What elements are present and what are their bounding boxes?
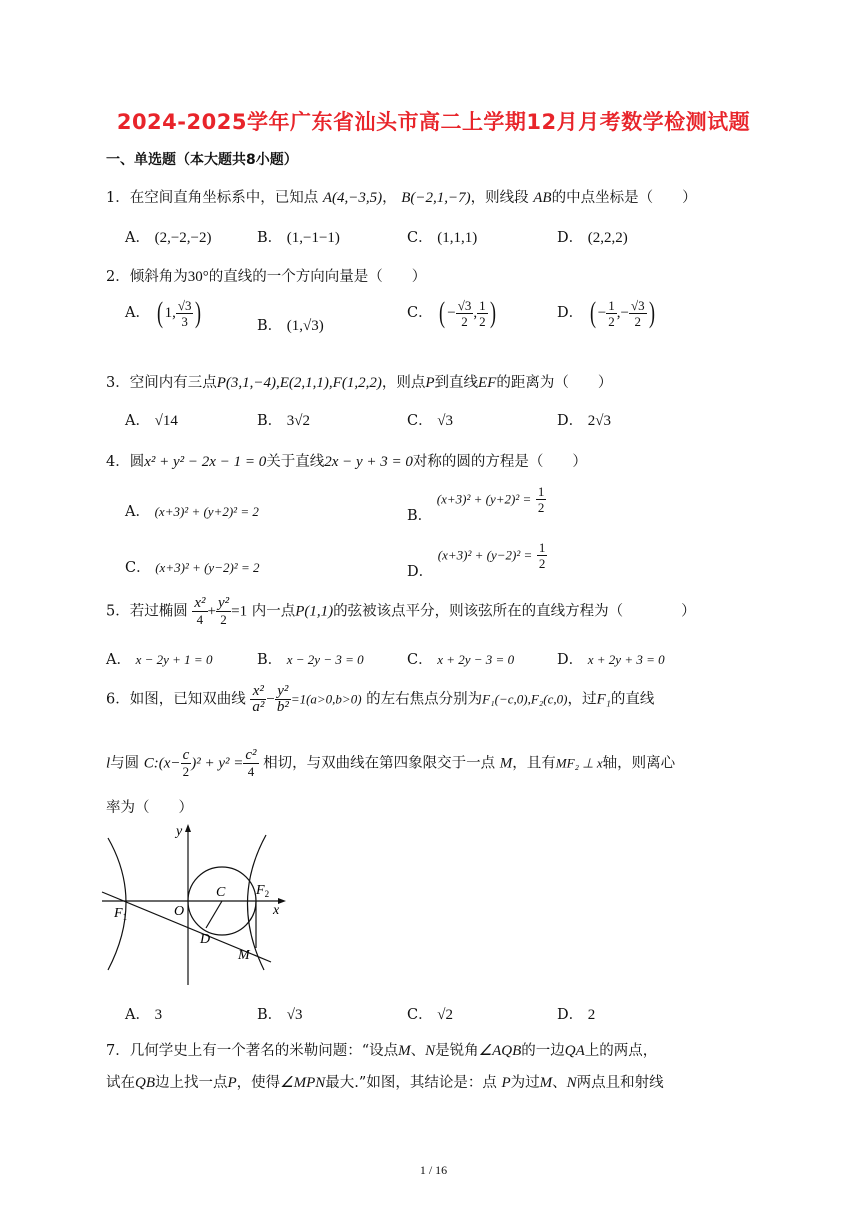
- label-f2: $F_2$: [256, 883, 270, 899]
- q3-option-d: D． 2√3: [557, 413, 611, 429]
- question-6-line-1: 6．如图，已知双曲线 $\frac{\text{x²}}{\text{a²}}$ − $\frac{\text{y²}}{\text{b²}}$ =1(a>0,b>0) 的左右焦点分别为F₁(−c,0),F₂(c,0)，过F₁的直线: [106, 683, 655, 715]
- q3-option-a: A． √14: [125, 413, 178, 429]
- label-f1: $F_1$: [114, 906, 128, 922]
- q2-option-d: D． ( − $\frac{1}{2}$ ,− $\frac{√3}{2}$ ): [557, 296, 655, 329]
- q1-option-a: A． (2,−2,−2): [125, 230, 212, 246]
- q2-option-b: B． (1,√3): [257, 318, 324, 334]
- point-b: B(−2,1,−7): [401, 190, 471, 206]
- q6-option-a: A． 3: [125, 1007, 163, 1023]
- label-c: C: [216, 885, 226, 900]
- segment-cd: [206, 901, 222, 928]
- q1-option-d: D． (2,2,2): [557, 230, 628, 246]
- document-title: 2024-2025学年广东省汕头市高二上学期12月月考数学检测试题: [116, 110, 751, 134]
- section-heading: 一、单选题（本大题共8小题）: [106, 152, 298, 168]
- q2-option-c: C． ( − $\frac{√3}{2}$ , $\frac{1}{2}$ ): [407, 296, 496, 329]
- q4-option-b: B． (x+3)² + (y+2)² = $\frac{1}{2}$: [407, 484, 545, 524]
- label-x: x: [273, 903, 280, 918]
- hyperbola-figure: [96, 820, 296, 990]
- q6-option-b: B． √3: [257, 1007, 303, 1023]
- q6-option-d: D． 2: [557, 1007, 596, 1023]
- q4-option-d: D． (x+3)² + (y−2)² = $\frac{1}{2}$: [407, 540, 546, 580]
- q5-option-a: A． x − 2y + 1 = 0: [106, 652, 213, 668]
- q1-option-c: C． (1,1,1): [407, 230, 478, 246]
- question-3: 3．空间内有三点P(3,1,−4),E(2,1,1),F(1,2,2)，则点P到直线EF的距离为（ ）: [106, 375, 613, 391]
- q2-option-a: A． ( 1, $\frac{√3}{3}$ ): [125, 296, 202, 329]
- q3-option-c: C． √3: [407, 413, 453, 429]
- question-1: 1．在空间直角坐标系中，已知点 A(4,−3,5)， B(−2,1,−7)，则线段 AB的中点坐标是（ ）: [106, 190, 697, 206]
- question-2: 2．倾斜角为30°的直线的一个方向向量是（ ）: [106, 269, 427, 285]
- q1-option-b: B． (1,−1−1): [257, 230, 340, 246]
- question-6-line-2: l与圆 C:(x− $\frac{c}{2}$ )² + y² = $\frac{\text{c²}}{4}$ 相切，与双曲线在第四象限交于一点 M，且有MF₂ ⊥ x轴，则离心: [106, 747, 676, 779]
- question-6-line-3: 率为（ ）: [106, 800, 193, 816]
- label-m: M: [238, 948, 250, 963]
- q4-option-c: C． (x+3)² + (y−2)² = 2: [125, 560, 260, 576]
- q3-option-b: B． 3√2: [257, 413, 310, 429]
- y-axis-arrow: [185, 824, 191, 832]
- question-5: 5．若过椭圆 $\frac{\text{x²}}{4}$ + $\frac{\text{y²}}{2}$ =1 内一点P(1,1)的弦被该点平分，则该弦所在的直线方程为（ ）: [106, 595, 696, 627]
- label-d: D: [200, 932, 211, 947]
- label-y: y: [176, 824, 183, 839]
- q5-option-c: C． x + 2y − 3 = 0: [407, 652, 515, 668]
- hyperbola-left-branch: [108, 838, 126, 970]
- q6-option-c: C． √2: [407, 1007, 453, 1023]
- q5-option-b: B． x − 2y − 3 = 0: [257, 652, 364, 668]
- q5-option-d: D． x + 2y + 3 = 0: [557, 652, 665, 668]
- point-a: A(4,−3,5): [322, 190, 383, 206]
- page-number: 1 / 16: [419, 1163, 448, 1177]
- hyperbola-right-branch: [247, 835, 266, 970]
- angle-30: 30°: [187, 269, 209, 285]
- question-7-line-2: 试在QB边上找一点P，使得∠MPN最大.”如图，其结论是：点 P为过M、N两点且和射线: [106, 1075, 664, 1091]
- question-7-line-1: 7．几何学史上有一个著名的米勒问题：“设点M、N是锐角∠AQB的一边QA上的两点，: [106, 1043, 658, 1059]
- label-o: O: [174, 904, 185, 919]
- q4-option-a: A． (x+3)² + (y+2)² = 2: [125, 504, 259, 520]
- question-4: 4．圆x² + y² − 2x − 1 = 0关于直线2x − y + 3 = 0对称的圆的方程是（ ）: [106, 454, 587, 470]
